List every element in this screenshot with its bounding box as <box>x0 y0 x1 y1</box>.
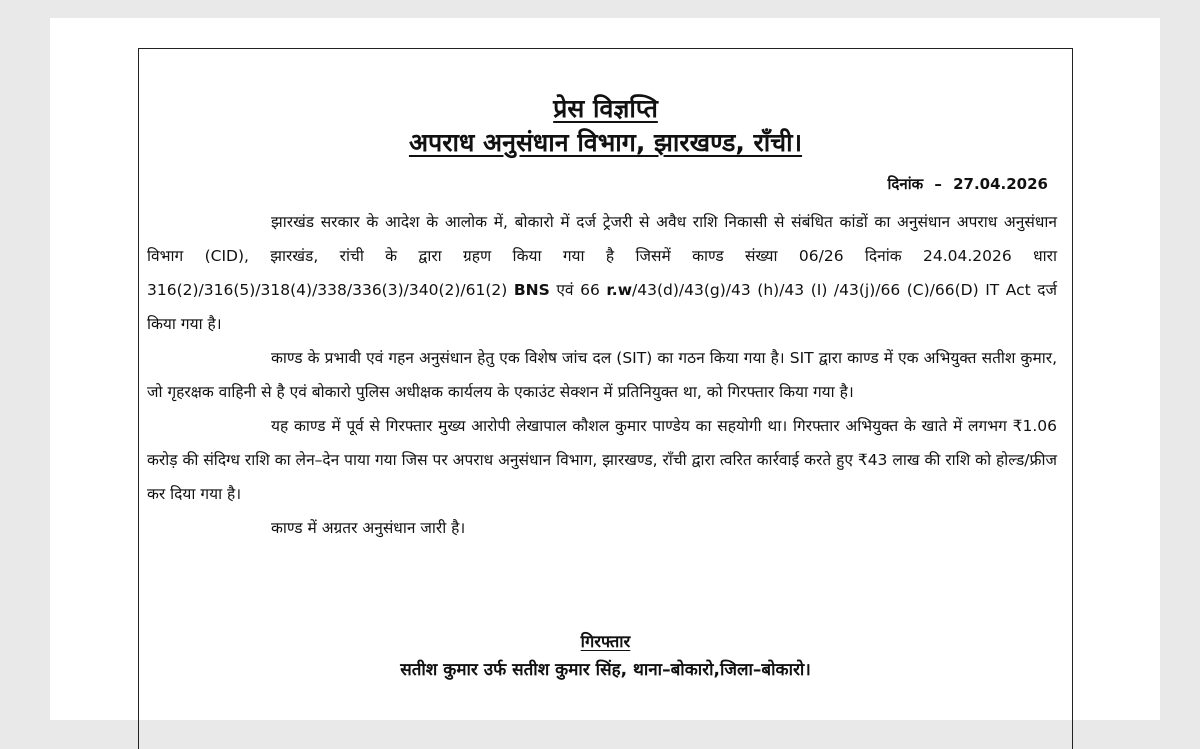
paragraph-accused-details: यह काण्ड में पूर्व से गिरफ्तार मुख्य आरोपी लेखापाल कौशल कुमार पाण्डेय का सहयोगी था। गिरफ्तार अभियुक्त के खाते में लगभग ₹1.06 करोड़ की संदिग्ध राशि का लेन–देन पाया गया जिस पर अपराध अनुसंधान विभाग, झारखण्ड, राँची द्वारा त्वरित कार्रवाई करते हुए ₹43 लाख की राशि को होल्ड/फ्रीज कर दिया गया है। <box>147 417 1057 503</box>
date-value: 27.04.2026 <box>953 175 1048 193</box>
department-name: अपराध अनुसंधान विभाग, झारखण्ड, राँची। <box>408 128 803 157</box>
page-title: प्रेस विज्ञप्ति <box>553 94 658 123</box>
release-body <box>147 205 1057 545</box>
paragraph-case-details <box>147 205 1057 341</box>
date-separator: – <box>934 175 942 193</box>
date-line <box>888 174 1048 194</box>
paragraph-text: एवं 66 <box>549 281 607 299</box>
paragraph-text: /43(d)/43(g)/43 (h)/43 (I) /43(j)/66 (C)/66(D) IT Act दर्ज किया गया है। <box>147 281 1057 333</box>
arrested-person: सतीश कुमार उर्फ सतीश कुमार सिंह, थाना–बोकारो,जिला–बोकारो। <box>400 660 811 680</box>
date-label: दिनांक <box>887 175 924 193</box>
paragraph-text: झारखंड सरकार के आदेश के आलोक में, बोकारो में दर्ज ट्रेजरी से अवैध राशि निकासी से संबंधित कांडों का अनुसंधान अपराध अनुसंधान विभाग (CID), झारखंड, रांची के द्वारा ग्रहण किया गया है जिसमें काण्ड संख्या 06/26 दिनांक 24.04.2026 धारा 316(2)/316(5)/318(4)/338/336(3)/340(2)/61(2) <box>147 213 1057 299</box>
document-page <box>50 18 1160 720</box>
rw-label: r.w <box>606 281 633 299</box>
letterhead <box>139 93 1072 159</box>
press-release-frame <box>138 48 1073 749</box>
paragraph-investigation-status: काण्ड में अग्रतर अनुसंधान जारी है। <box>271 519 466 537</box>
bns-label: BNS <box>513 281 550 299</box>
arrest-heading: गिरफ्तार <box>580 632 631 651</box>
paragraph-sit-arrest: काण्ड के प्रभावी एवं गहन अनुसंधान हेतु एक विशेष जांच दल (SIT) का गठन किया गया है। SIT द्वारा काण्ड में एक अभियुक्त सतीश कुमार, जो गृहरक्षक वाहिनी से है एवं बोकारो पुलिस अधीक्षक कार्यलय के एकाउंट सेक्शन में प्रतिनियुक्त था, को गिरफ्तार किया गया है। <box>147 349 1057 401</box>
